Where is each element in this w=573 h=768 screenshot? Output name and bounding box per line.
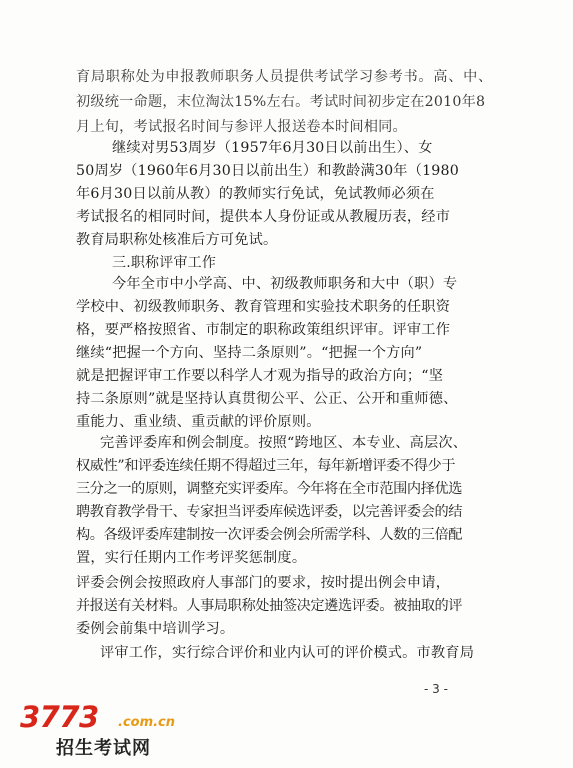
text-line-11: 学校中、初级教师职务、教育管理和实验技术职务的任职资 bbox=[76, 299, 451, 315]
text-line-14: 就是把握评审工作要以科学人才观为指导的政治方向；“坚 bbox=[76, 368, 444, 384]
text-line-15: 持二条原则”就是坚持认真贯彻公平、公正、公开和重师德、 bbox=[76, 391, 458, 407]
text-line-25: 委例会前集中培训学习。 bbox=[76, 621, 235, 637]
text-line-07: 考试报名的相同时间，提供本人身份证或从教履历表，经市 bbox=[76, 209, 451, 225]
watermark-number: 3773 bbox=[20, 700, 99, 734]
text-line-21: 构。各级评委库建制按一次评委会例会所需学科、人数的三倍配 bbox=[76, 527, 463, 543]
text-line-08: 教育局职称处核准后方可免试。 bbox=[76, 232, 278, 248]
text-line-20: 聘教育教学骨干、专家担当评委库候选评委，以完善评委会的结 bbox=[76, 504, 463, 520]
text-line-24: 并报送有关材料。人事局职称处抽签决定遴选评委。被抽取的评 bbox=[76, 598, 463, 614]
text-line-03: 月上旬，考试报名时间与参评人报送卷本时间相同。 bbox=[76, 119, 407, 135]
page-number: - 3 - bbox=[424, 682, 448, 696]
text-line-04: 继续对男53周岁（1957年6月30日以前出生）、女 bbox=[112, 140, 433, 156]
text-line-16: 重能力、重业绩、重贡献的评价原则。 bbox=[76, 414, 321, 430]
text-line-26: 评审工作，实行综合评价和业内认可的评价模式。市教育局 bbox=[100, 645, 475, 661]
watermark-slogan: 招生考试网 bbox=[56, 738, 151, 759]
text-line-05: 50周岁（1960年6月30日以前出生）和教龄满30年（1980 bbox=[76, 163, 459, 179]
section-heading: 三.职称评审工作 bbox=[112, 255, 217, 271]
watermark-domain: .com.cn bbox=[118, 715, 176, 730]
text-line-22: 置，实行任期内工作考评奖惩制度。 bbox=[76, 550, 307, 566]
text-line-13: 继续“把握一个方向、坚持二条原则”。“把握一个方向” bbox=[76, 345, 423, 361]
text-line-23: 评委会例会按照政府人事部门的要求，按时提出例会申请， bbox=[76, 575, 451, 591]
text-line-01: 育局职称处为申报教师职务人员提供考试学习参考书。高、中、 bbox=[76, 69, 493, 85]
text-line-12: 格，要严格按照省、市制定的职称政策组织评审。评审工作 bbox=[76, 322, 451, 338]
text-line-18: 权威性”和评委连续任期不得超过三年，每年新增评委不得少于 bbox=[76, 458, 456, 474]
site-watermark-logo bbox=[20, 700, 180, 762]
text-line-19: 三分之一的原则，调整充实评委库。今年将在全市范围内择优选 bbox=[76, 481, 463, 497]
text-line-02: 初级统一命题，末位淘汰15%左右。考试时间初步定在2010年8 bbox=[76, 94, 486, 110]
text-line-10: 今年全市中小学高、中、初级教师职务和大中（职）专 bbox=[112, 276, 458, 292]
text-line-17: 完善评委库和例会制度。按照“跨地区、本专业、高层次、 bbox=[100, 435, 468, 451]
text-line-06: 年6月30日以前从教）的教师实行免试，免试教师必须在 bbox=[76, 186, 435, 202]
